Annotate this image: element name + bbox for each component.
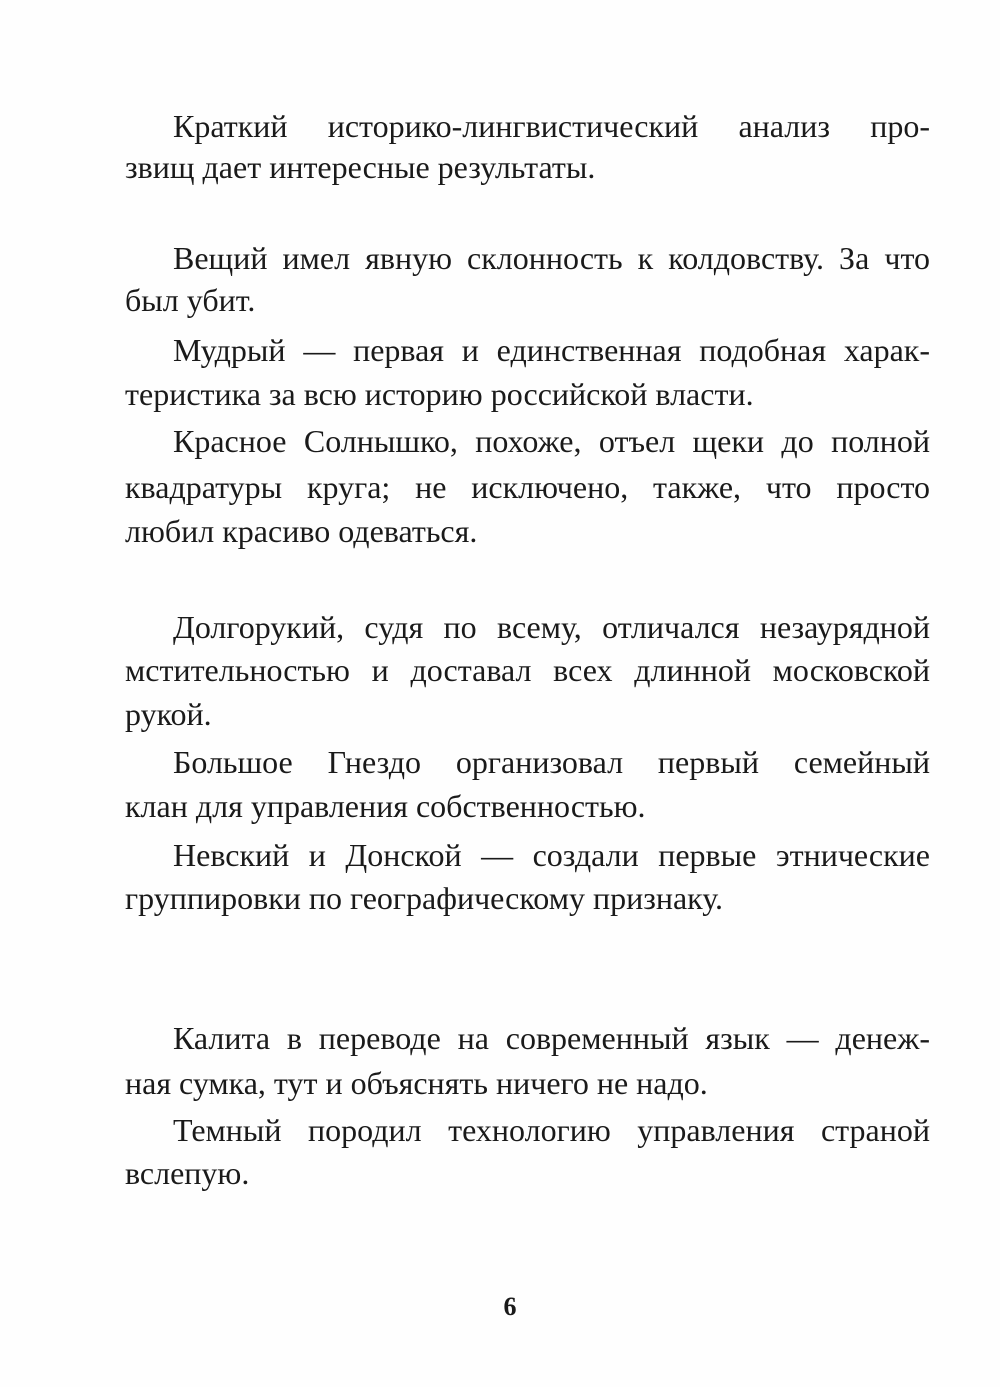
text-line: Невский и Донской — создали первые этнические <box>173 837 930 873</box>
text-line: Долгорукий, судя по всему, отличался незаурядной <box>173 609 930 645</box>
text-line: Краткий историко-лингвистический анализ про- <box>173 108 930 144</box>
text-line: Темный породил технологию управления страной <box>173 1112 930 1148</box>
text-line: рукой. <box>125 696 212 732</box>
text-line: Калита в переводе на современный язык — денеж- <box>173 1020 930 1056</box>
text-line: звищ дает интересные результаты. <box>125 149 596 185</box>
text-line: Большое Гнездо организовал первый семейный <box>173 744 930 780</box>
text-line: вслепую. <box>125 1155 250 1191</box>
text-line: группировки по географическому признаку. <box>125 880 724 916</box>
page-number: 6 <box>503 1292 517 1321</box>
text-line: любил красиво одеваться. <box>125 513 478 549</box>
text-line: ная сумка, тут и объяснять ничего не надо. <box>125 1065 708 1101</box>
text-line: мстительностью и доставал всех длинной московской <box>125 652 930 688</box>
text-line: клан для управления собственностью. <box>125 788 646 824</box>
text-line: квадратуры круга; не исключено, также, что просто <box>125 469 930 505</box>
text-line: был убит. <box>125 282 256 318</box>
text-line: теристика за всю историю российской власти. <box>125 376 754 412</box>
text-line: Мудрый — первая и единственная подобная харак- <box>173 332 930 368</box>
text-line: Вещий имел явную склонность к колдовству. За что <box>173 240 930 276</box>
text-line: Красное Солнышко, похоже, отъел щеки до полной <box>173 423 930 459</box>
